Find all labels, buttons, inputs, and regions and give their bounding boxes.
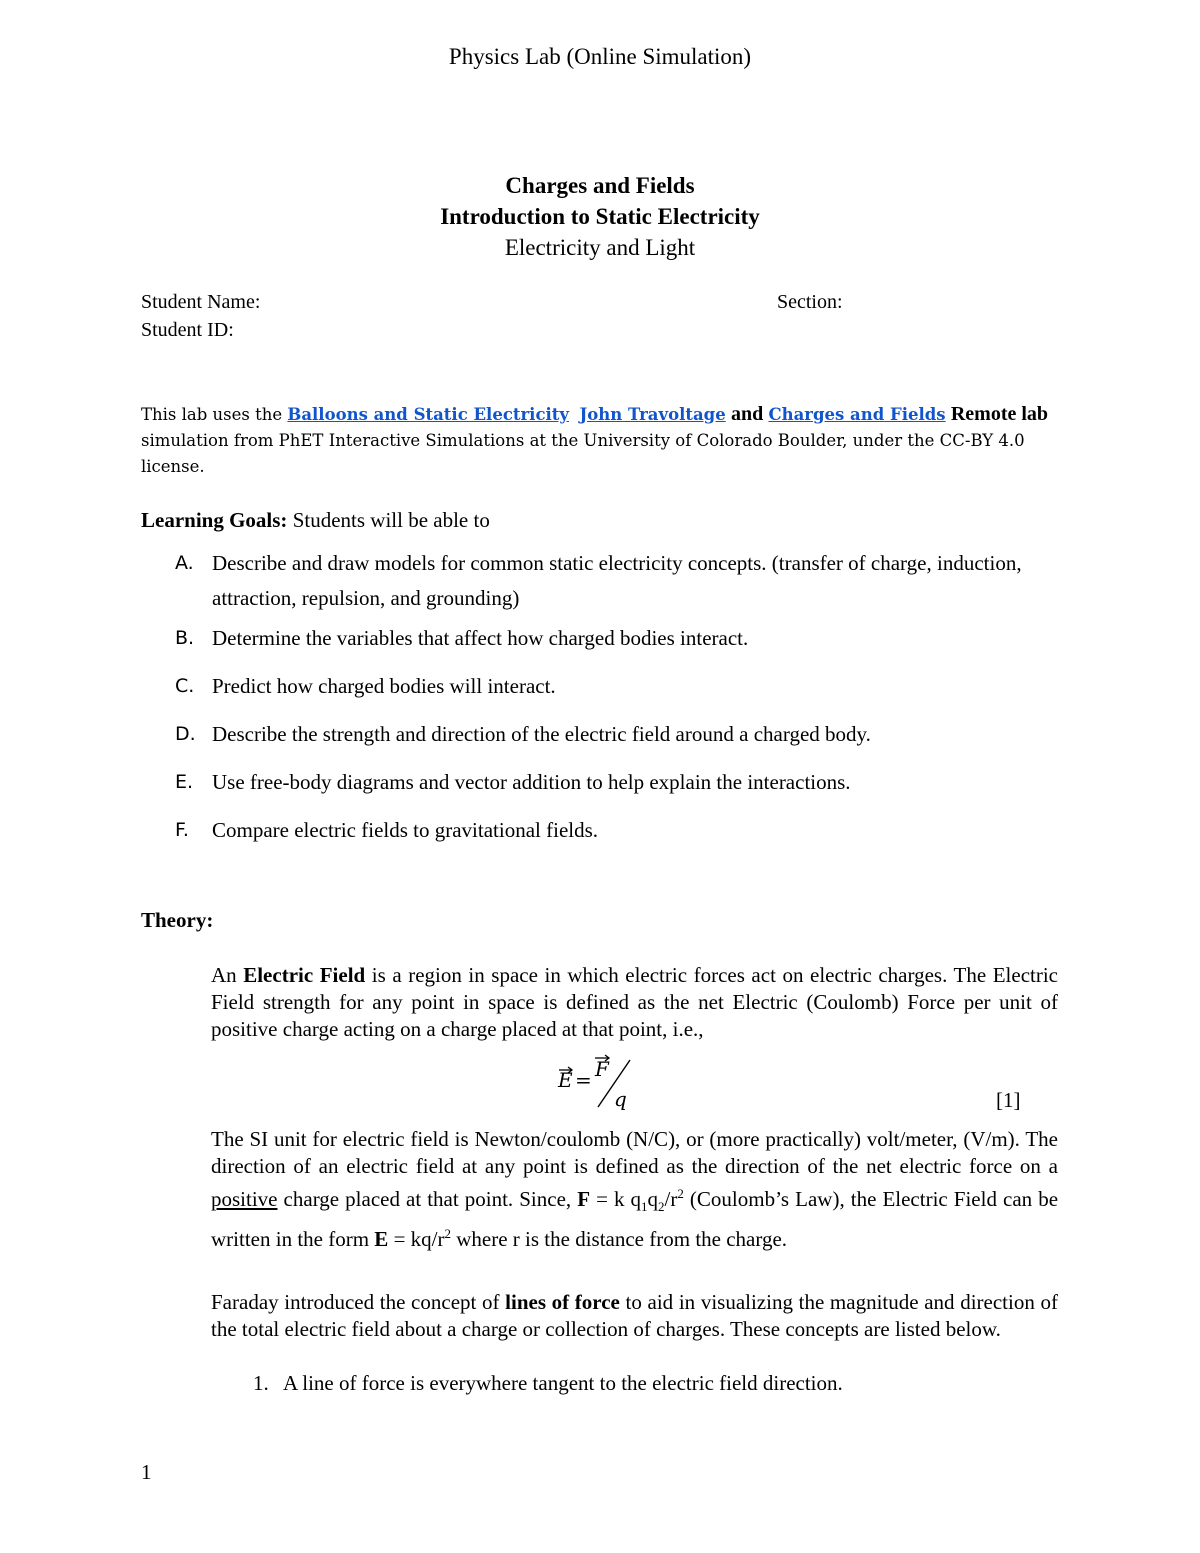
student-name-label: Student Name: [141,291,261,313]
goal-text: Predict how charged bodies will interact. [212,674,556,698]
goal-text: Compare electric fields to gravitational fields. [212,818,599,842]
p2-sup-2: 2 [444,1226,451,1242]
p1-text-a: An [211,963,244,987]
learning-goal-e [175,765,1055,800]
intro-remote-lab: Remote lab [950,403,1049,425]
formula-denominator: q [614,1087,627,1111]
p2-sub-2: 2 [658,1199,665,1215]
page-header: Physics Lab (Online Simulation) [448,44,752,69]
list-text: A line of force is everywhere tangent to the electric field direction. [283,1371,843,1395]
concepts-list-item-1 [255,1371,843,1396]
goal-letter: A. [175,552,194,574]
intro-suffix: simulation from PhET Interactive Simulations at the University of Colorado Boulder, under the CC-BY 4.0 license. [141,431,1025,476]
list-number: 1. [253,1371,269,1395]
document-subtitle: Introduction to Static Electricity [440,204,760,229]
goal-text: Describe and draw models for common static electricity concepts. (transfer of charge, induction, attraction, repulsion, and grounding) [212,551,1022,610]
student-info [141,288,260,344]
formula-equals: = [575,1068,592,1092]
link-balloons-static-electricity[interactable]: Balloons and Static Electricity [287,405,569,424]
p2-sub-1: 1 [641,1199,648,1215]
p1-electric-field: Electric Field [243,963,366,987]
title-block [0,170,1200,263]
learning-goal-c [175,669,1055,704]
section-label: Section: [777,291,843,313]
p2-text-h: where r is the distance from the charge. [450,1227,788,1252]
document-title: Charges and Fields [505,173,695,198]
page-number: 1 [141,1460,152,1484]
goal-letter: F. [175,819,189,841]
p3-text-c: to aid in visualizing the magnitude and direction of the total electric field about a charge or collection of charges. These concepts are listed below. [211,1290,1058,1341]
intro-prefix: This lab uses the [141,405,288,424]
goal-text: Use free-body diagrams and vector addition to help explain the interactions. [212,770,851,794]
learning-goal-f [175,813,1055,848]
theory-paragraph-2 [211,1126,1058,1253]
course-name: Electricity and Light [504,235,696,260]
link-john-travoltage[interactable]: John Travoltage [579,405,726,424]
learning-goals-label: Learning Goals: [141,508,288,532]
theory-heading: Theory: [141,908,214,932]
formula-numerator: F [595,1057,609,1081]
theory-paragraph-3 [211,1289,1058,1343]
intro-and: and [730,403,764,425]
equation-number: [1] [996,1088,1021,1112]
p2-text-e: /r [664,1187,678,1211]
p3-lines-of-force: lines of force [505,1290,620,1314]
p2-text-c: = k q [590,1187,642,1211]
intro-paragraph [141,401,1051,480]
goal-letter: D. [175,723,196,745]
p1-text-c: is a region in space in which electric forces act on electric charges. The Electric Field strength for any point in space is defined as the net Electric (Coulomb) Force per unit of positive charge acting on a charge placed at that point, i.e., [211,963,1058,1041]
p2-positive: positive [211,1187,278,1211]
student-id-label: Student ID: [141,319,234,341]
goal-letter: E. [175,771,194,793]
electric-field-formula [555,1052,645,1112]
learning-goals-lead: Students will be able to [287,508,490,532]
p2-text-g: = kq/r [388,1227,445,1252]
goal-letter: C. [175,675,195,697]
theory-paragraph-1 [211,962,1058,1043]
p2-text-b: charge placed at that point. Since, [277,1187,578,1211]
link-charges-and-fields[interactable]: Charges and Fields [768,405,946,424]
p2-force-symbol: F [577,1187,591,1211]
p2-text-d: q [647,1187,659,1211]
goal-letter: B. [175,627,195,649]
goal-text: Determine the variables that affect how charged bodies interact. [212,626,749,650]
learning-goal-d [175,717,1055,752]
learning-goals-heading [141,508,490,533]
learning-goal-a [175,546,1055,616]
p2-text-f: (Coulomb’s Law), the Electric Field can be written in the form [211,1187,1059,1252]
goal-text: Describe the strength and direction of the electric field around a charged body. [212,722,871,746]
p2-text-a: The SI unit for electric field is Newton/coulomb (N/C), or (more practically) volt/meter, (V/m). The direction of an electric field at any point is defined as the direction of the net electric force on a [211,1127,1058,1178]
learning-goal-b [175,621,1055,656]
p3-text-a: Faraday introduced the concept of [211,1290,506,1314]
p2-field-symbol: E [374,1227,389,1252]
p2-sup-1: 2 [677,1186,684,1201]
formula-lhs: E [558,1068,573,1092]
